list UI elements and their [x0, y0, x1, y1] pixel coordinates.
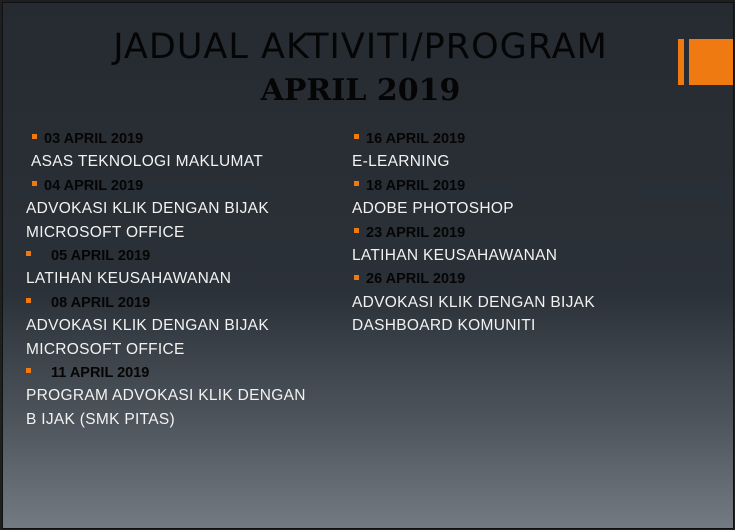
activity-text: ADOBE PHOTOSHOP	[352, 200, 514, 218]
schedule-date: 08 APRIL 2019	[51, 294, 151, 311]
schedule-activity	[352, 150, 595, 173]
schedule-date-row	[26, 361, 306, 384]
schedule-date-row	[352, 267, 595, 290]
bullet-icon	[26, 251, 31, 256]
bullet-icon	[26, 368, 31, 373]
activity-text: ADVOKASI KLIK DENGAN BIJAK	[26, 317, 269, 335]
schedule-date-row	[352, 174, 595, 197]
activity-text: MICROSOFT OFFICE	[26, 340, 185, 358]
schedule-date: 05 APRIL 2019	[51, 247, 151, 264]
schedule-date-row	[26, 291, 306, 314]
activity-text: ADVOKASI KLIK DENGAN BIJAK	[352, 293, 595, 311]
schedule-date: 18 APRIL 2019	[366, 177, 466, 194]
schedule-date: 26 APRIL 2019	[366, 271, 466, 288]
accent-bar-thin	[678, 39, 684, 85]
bullet-icon	[26, 298, 31, 303]
accent-bar-block	[689, 39, 734, 85]
schedule-date: 11 APRIL 2019	[51, 364, 150, 381]
schedule-activity	[26, 197, 306, 220]
schedule-activity	[26, 221, 306, 244]
schedule-date: 03 APRIL 2019	[44, 131, 144, 147]
activity-text: ADVOKASI KLIK DENGAN BIJAK	[26, 200, 269, 218]
slide-title: JADUAL AKTIVITI/PROGRAM	[113, 27, 608, 67]
schedule-activity	[26, 150, 306, 173]
bullet-icon	[354, 228, 359, 233]
schedule-date: 04 APRIL 2019	[44, 177, 144, 194]
slide-subtitle: APRIL 2019	[260, 73, 461, 108]
schedule-date: 16 APRIL 2019	[366, 131, 466, 147]
schedule-activity	[352, 244, 595, 267]
bullet-icon	[32, 134, 37, 139]
schedule-date-row	[26, 174, 306, 197]
activity-text: E-LEARNING	[352, 153, 450, 171]
schedule-date: 23 APRIL 2019	[366, 224, 466, 241]
schedule-activity	[352, 197, 595, 220]
right-schedule-column	[352, 127, 595, 338]
left-schedule-column	[26, 127, 306, 431]
schedule-date-row	[26, 244, 306, 267]
schedule-date-row	[352, 127, 595, 150]
activity-text: ASAS TEKNOLOGI MAKLUMAT	[31, 153, 263, 171]
activity-text: DASHBOARD KOMUNITI	[352, 317, 536, 335]
schedule-activity	[26, 408, 306, 431]
activity-text: PROGRAM ADVOKASI KLIK DENGAN	[26, 387, 306, 405]
activity-text: B IJAK (SMK PITAS)	[26, 410, 175, 428]
activity-text: LATIHAN KEUSAHAWANAN	[26, 270, 232, 288]
schedule-activity	[26, 338, 306, 361]
activity-text: MICROSOFT OFFICE	[26, 223, 185, 241]
bullet-icon	[354, 181, 359, 186]
bullet-icon	[354, 275, 359, 280]
schedule-activity	[352, 291, 595, 314]
slide	[2, 2, 734, 529]
bullet-icon	[354, 134, 359, 139]
schedule-date-row	[26, 127, 306, 150]
schedule-activity	[352, 314, 595, 337]
activity-text: LATIHAN KEUSAHAWANAN	[352, 246, 558, 264]
schedule-activity	[26, 267, 306, 290]
schedule-date-row	[352, 221, 595, 244]
schedule-activity	[26, 314, 306, 337]
schedule-activity	[26, 384, 306, 407]
bullet-icon	[32, 181, 37, 186]
